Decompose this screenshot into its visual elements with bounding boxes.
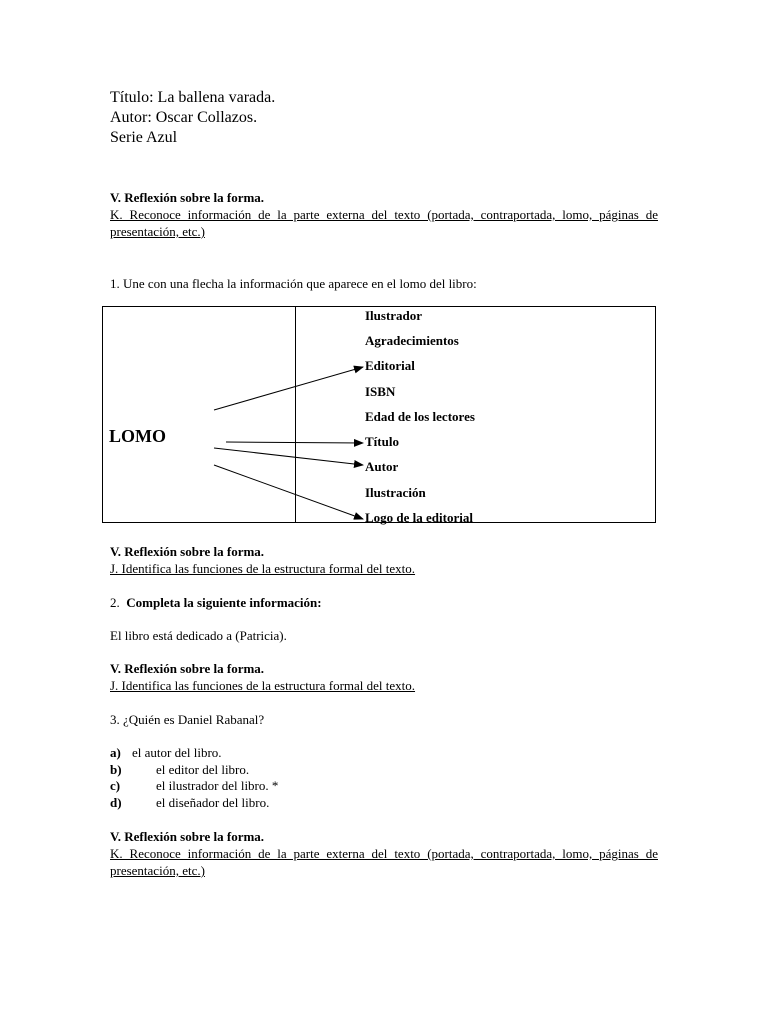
option-a <box>110 745 222 761</box>
option-d <box>110 795 270 811</box>
arrow-to-titulo <box>226 442 363 443</box>
section-subheading <box>110 677 658 694</box>
arrow-to-logo <box>214 465 363 519</box>
option-b <box>110 762 250 778</box>
item-edad: Edad de los lectores <box>365 409 475 424</box>
lomo-label: LOMO <box>109 426 166 446</box>
item-agradecimientos: Agradecimientos <box>365 333 459 348</box>
book-series: Serie Azul <box>110 129 178 146</box>
book-author: Autor: Oscar Collazos. <box>110 109 258 126</box>
section-subheading: K. Reconoce información de la parte externa del texto (portada, contraportada, lomo, páginas de presentación, etc.) <box>110 207 658 239</box>
option-letter: a) <box>110 745 121 760</box>
option-letter: c) <box>110 778 121 793</box>
section-subheading <box>110 560 658 577</box>
section-subheading: K. Reconoce información de la parte externa del texto (portada, contraportada, lomo, páginas de presentación, etc.) <box>110 846 658 878</box>
section-heading: V. Reflexión sobre la forma. <box>110 190 265 205</box>
question-2-answer: El libro está dedicado a (Patricia). <box>110 628 287 643</box>
item-isbn: ISBN <box>365 384 396 399</box>
question-2 <box>110 594 658 611</box>
option-c <box>110 778 279 794</box>
item-titulo: Título <box>365 434 399 449</box>
item-ilustracion: Ilustración <box>365 485 426 500</box>
question-1-text: 1. Une con una flecha la información que aparece en el lomo del libro: <box>110 276 477 291</box>
option-text: el diseñador del libro. <box>156 795 270 810</box>
section-subheading-text: J. Identifica las funciones de la estructura formal del texto. <box>110 561 416 576</box>
section-heading: V. Reflexión sobre la forma. <box>110 829 265 844</box>
item-editorial: Editorial <box>365 358 415 373</box>
option-text: el ilustrador del libro. * <box>156 778 279 793</box>
item-autor: Autor <box>365 459 399 474</box>
option-text: el editor del libro. <box>156 762 250 777</box>
item-logo: Logo de la editorial <box>365 510 473 525</box>
lomo-diagram <box>102 306 656 523</box>
option-letter: b) <box>110 762 122 777</box>
arrow-to-autor <box>214 448 363 465</box>
section-heading: V. Reflexión sobre la forma. <box>110 661 265 676</box>
option-letter: d) <box>110 795 122 810</box>
book-title: Título: La ballena varada. <box>110 89 276 106</box>
option-text: el autor del libro. <box>132 745 222 760</box>
question-2-number: 2. <box>110 595 120 610</box>
connector-arrows <box>103 307 655 522</box>
book-info <box>110 88 275 148</box>
question-2-text: Completa la siguiente información: <box>126 595 322 610</box>
item-ilustrador: Ilustrador <box>365 308 423 323</box>
section-subheading-text: J. Identifica las funciones de la estructura formal del texto. <box>110 678 416 693</box>
section-heading: V. Reflexión sobre la forma. <box>110 544 265 559</box>
arrow-to-editorial <box>214 367 363 410</box>
question-3-text: 3. ¿Quién es Daniel Rabanal? <box>110 712 265 727</box>
